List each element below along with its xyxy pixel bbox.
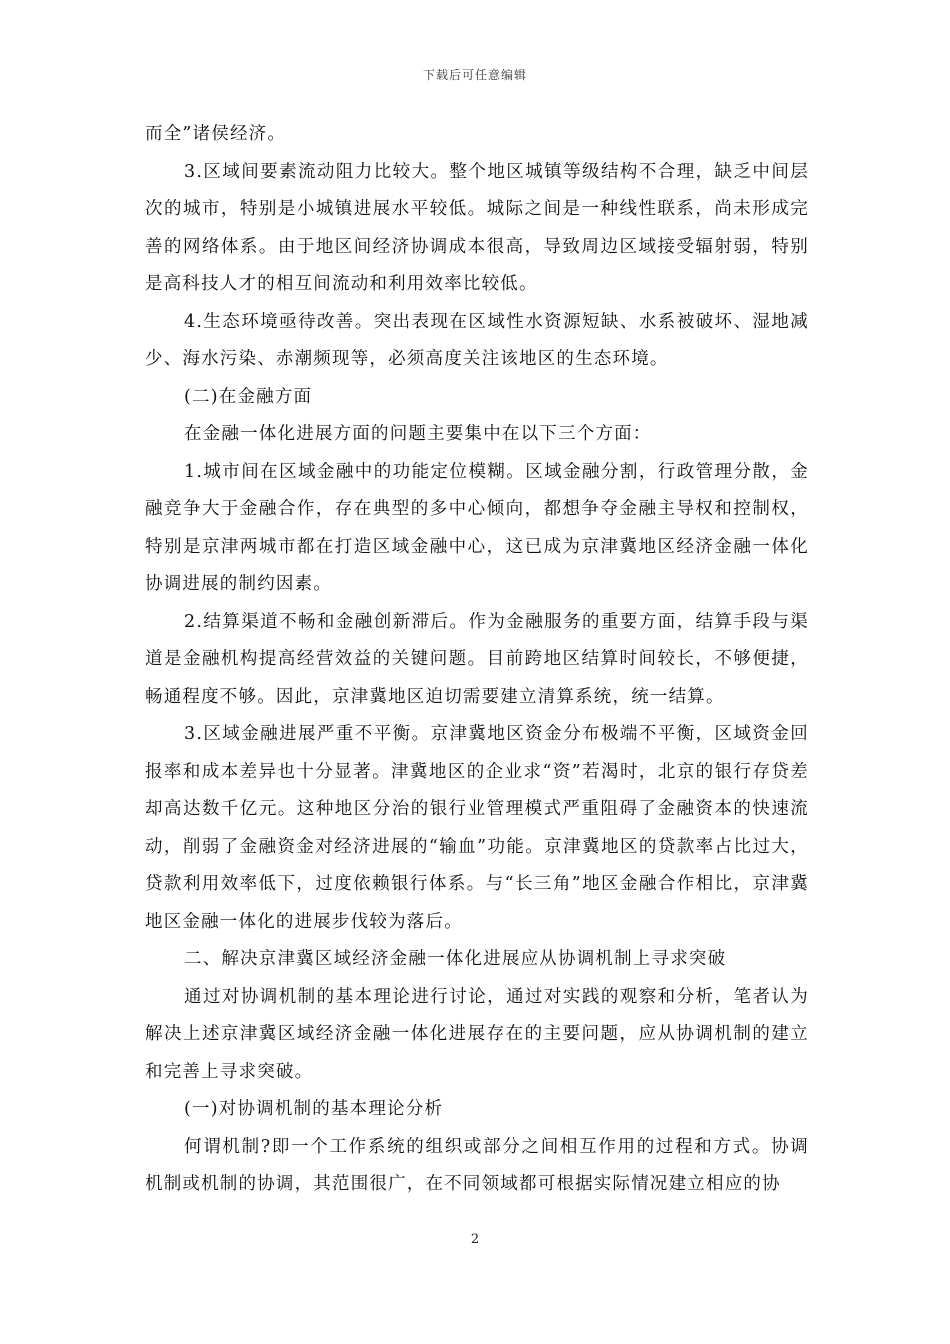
page-header-note: 下载后可任意编辑 bbox=[422, 68, 527, 82]
paragraph-mechanism: 何谓机制?即一个工作系统的组织或部分之间相互作用的过程和方式。协调机制或机制的协调，其范围很广，在不同领域都可根据实际情况建立相应的协 bbox=[145, 1136, 809, 1194]
page-number: 2 bbox=[470, 1232, 480, 1247]
paragraph-finance-positioning: 1.城市间在区域金融中的功能定位模糊。区域金融分割，行政管理分散，金融竞争大于金融合作，存在典型的多中心倾向，都想争夺金融主导权和控制权，特别是京津两城市都在打造区域金融中心，这已成为京津冀地区经济金融一体化协调进展的制约因素。 bbox=[145, 461, 809, 594]
section-heading-two: 二、解决京津冀区域经济金融一体化进展应从协调机制上寻求突破 bbox=[184, 949, 727, 969]
paragraph-finance-imbalance: 3.区域金融进展严重不平衡。京津冀地区资金分布极端不平衡，区域资金回报率和成本差异也十分显著。津冀地区的企业求“资”若渴时，北京的银行存贷差却高达数千亿元。这种地区分治的银行业管理模式严重阻碍了金融资本的快速流动，削弱了金融资金对经济进展的“输血”功能。京津冀地区的贷款率占比过大，贷款利用效率低下，过度依赖银行体系。与“长三角”地区金融合作相比，京津冀地区金融一体化的进展步伐较为落后。 bbox=[145, 724, 809, 932]
subheading-finance: (二)在金融方面 bbox=[184, 386, 313, 407]
paragraph-factor-flow: 3.区域间要素流动阻力比较大。整个地区城镇等级结构不合理，缺乏中间层次的城市，特别是小城镇进展水平较低。城际之间是一种线性联系，尚未形成完善的网络体系。由于地区间经济协调成本很高，导致周边区域接受辐射弱，特别是高科技人才的相互间流动和利用效率比较低。 bbox=[145, 161, 809, 294]
paragraph-section-two-intro: 通过对协调机制的基本理论进行讨论，通过对实践的观察和分析，笔者认为解决上述京津冀区域经济金融一体化进展存在的主要问题，应从协调机制的建立和完善上寻求突破。 bbox=[145, 986, 809, 1082]
paragraph-continuation: 而全”诸侯经济。 bbox=[145, 124, 287, 144]
paragraph-ecology: 4.生态环境亟待改善。突出表现在区域性水资源短缺、水系被破坏、湿地减少、海水污染、赤潮频现等，必须高度关注该地区的生态环境。 bbox=[145, 311, 809, 369]
document-body bbox=[145, 116, 809, 1204]
subheading-theory: (一)对协调机制的基本理论分析 bbox=[184, 1099, 444, 1119]
paragraph-finance-settlement: 2.结算渠道不畅和金融创新滞后。作为金融服务的重要方面，结算手段与渠道是金融机构提高经营效益的关键问题。目前跨地区结算时间较长，不够便捷，畅通程度不够。因此，京津冀地区迫切需要建立清算系统，统一结算。 bbox=[145, 611, 809, 707]
paragraph-finance-intro: 在金融一体化进展方面的问题主要集中在以下三个方面： bbox=[184, 424, 652, 444]
